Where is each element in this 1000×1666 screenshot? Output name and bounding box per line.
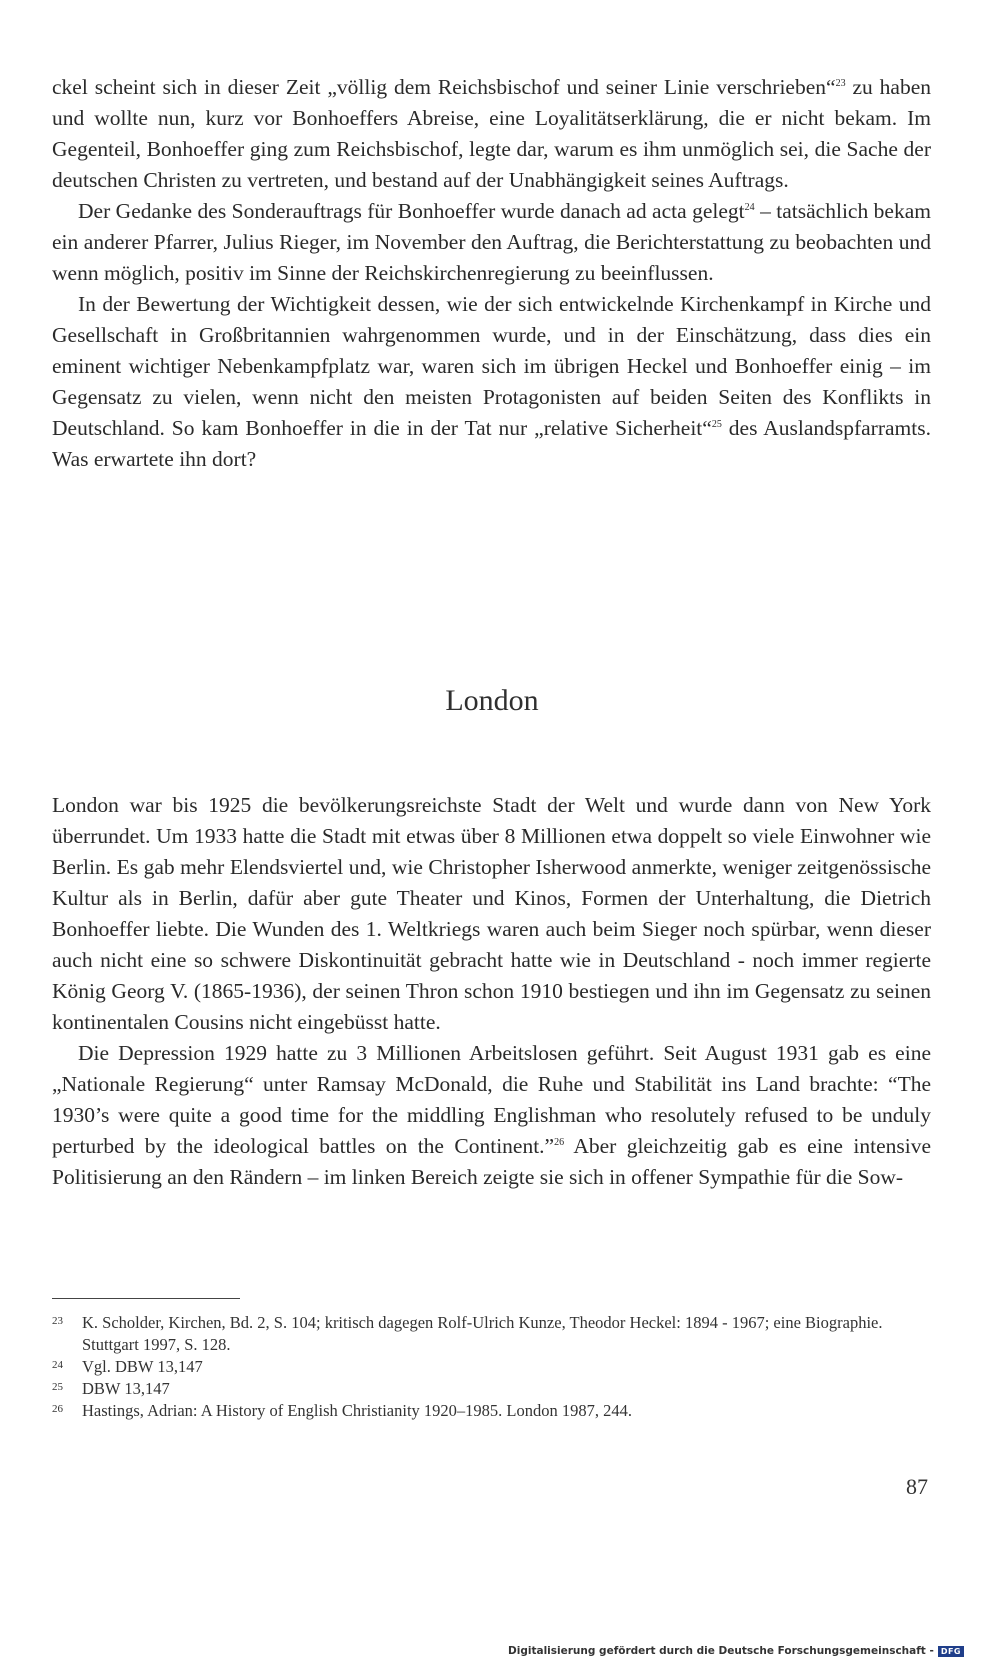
paragraph: London war bis 1925 die bevölkerungsreichste Stadt der Welt und wurde dann von New York überrundet. Um 1933 hatte die Stadt mit etwas über 8 Millionen etwa doppelt so viele Einwohner wie Berlin. Es gab mehr Elendsviertel und, wie Christopher Isherwood anmerkte, weniger zeitgenössische Kultur als in Berlin, dafür aber gute Theater und Kinos, Formen der Unterhaltung, die Dietrich Bonhoeffer liebte. Die Wunden des 1. Weltkriegs waren auch beim Sieger noch spürbar, wenn dieser auch nicht eine so schwere Diskontinuität gebracht hatte wie in Deutschland - noch immer regierte König Georg V. (1865-1936), der seinen Thron schon 1910 bestiegen und ihn im Gegensatz zu seinen kontinentalen Cousins nicht eingebüsst hatte. [52,793,931,1034]
footnote [52,1356,931,1378]
funding-note-text: Digitalisierung gefördert durch die Deutsche Forschungsgemeinschaft - [508,1645,934,1657]
footnote-text: Hastings, Adrian: A History of English Christianity 1920–1985. London 1987, 244. [82,1401,632,1420]
paragraph: ckel scheint sich in dieser Zeit „völlig dem Reichsbischof und seiner Linie verschrieben“$^{23}$ zu haben und wollte nun, kurz vor Bonhoeffers Abreise, eine Loyalitätserklärung, die er nicht bekam. Im Gegenteil, Bonhoeffer ging zum Reichsbischof, legte dar, warum es ihm unmöglich sei, die Sache der deutschen Christen zu vertreten, und bestand auf der Unabhängigkeit seines Auftrags. [52,75,931,192]
footnote-number: 24 [52,1359,63,1371]
footnote-text: K. Scholder, Kirchen, Bd. 2, S. 104; kritisch dagegen Rolf-Ulrich Kunze, Theodor Heckel: 1894 - 1967; eine Biographie. Stuttgart 1997, S. 128. [82,1313,883,1354]
footnote [52,1312,931,1356]
body-text-block-1 [52,72,931,475]
footnote-text: DBW 13,147 [82,1379,170,1398]
footnote-divider [52,1298,240,1299]
footnote-marker[interactable]: 24 [744,201,755,213]
page-number: 87 [906,1474,928,1499]
footnote-text: Vgl. DBW 13,147 [82,1357,203,1376]
footnote-number: 26 [52,1403,63,1415]
footnote-marker[interactable]: 25 [711,418,722,430]
footnote [52,1378,931,1400]
footnote-number: 23 [52,1315,63,1327]
footnote [52,1400,931,1422]
footnote-marker[interactable]: 26 [554,1136,565,1148]
footnotes [52,1312,931,1422]
footnote-number: 25 [52,1381,63,1393]
funding-note [508,1645,964,1657]
paragraph: In der Bewertung der Wichtigkeit dessen, wie der sich entwickelnde Kirchenkampf in Kirche und Gesellschaft in Großbritannien wahrgenommen wurde, und in der Einschätzung, dass dies ein eminent wichtiger Nebenkampfplatz war, waren sich im übrigen Heckel und Bonhoeffer einig – im Gegensatz zu vielen, wenn nicht den meisten Protagonisten auf beiden Seiten des Konflikts in Deutschland. So kam Bonhoeffer in die in der Tat nur „relative Sicherheit“$^{25}$ des Auslandspfarramts. Was erwartete ihn dort? [52,292,931,471]
footnote-marker[interactable]: 23 [835,77,846,89]
section-heading: London [445,684,539,717]
paragraph: Die Depression 1929 hatte zu 3 Millionen Arbeitslosen geführt. Seit August 1931 gab es eine „Nationale Regierung“ unter Ramsay McDonald, die Ruhe und Stabilität ins Land brachte: “The 1930’s were quite a good time for the middling Englishman who resolutely refused to be unduly perturbed by the ideological battles on the Continent.”$^{26}$ Aber gleichzeitig gab es eine intensive Politisierung an den Rändern – im linken Bereich zeigte sie sich in offener Sympathie für die Sow- [52,1041,931,1189]
dfg-logo: DFG [938,1646,964,1657]
paragraph: Der Gedanke des Sonderauftrags für Bonhoeffer wurde danach ad acta gelegt$^{24}$ – tatsächlich bekam ein anderer Pfarrer, Julius Rieger, im November den Auftrag, die Berichterstattung zu beobachten und wenn möglich, positiv im Sinne der Reichskirchenregierung zu beeinflussen. [52,199,931,285]
body-text-block-2 [52,790,931,1193]
